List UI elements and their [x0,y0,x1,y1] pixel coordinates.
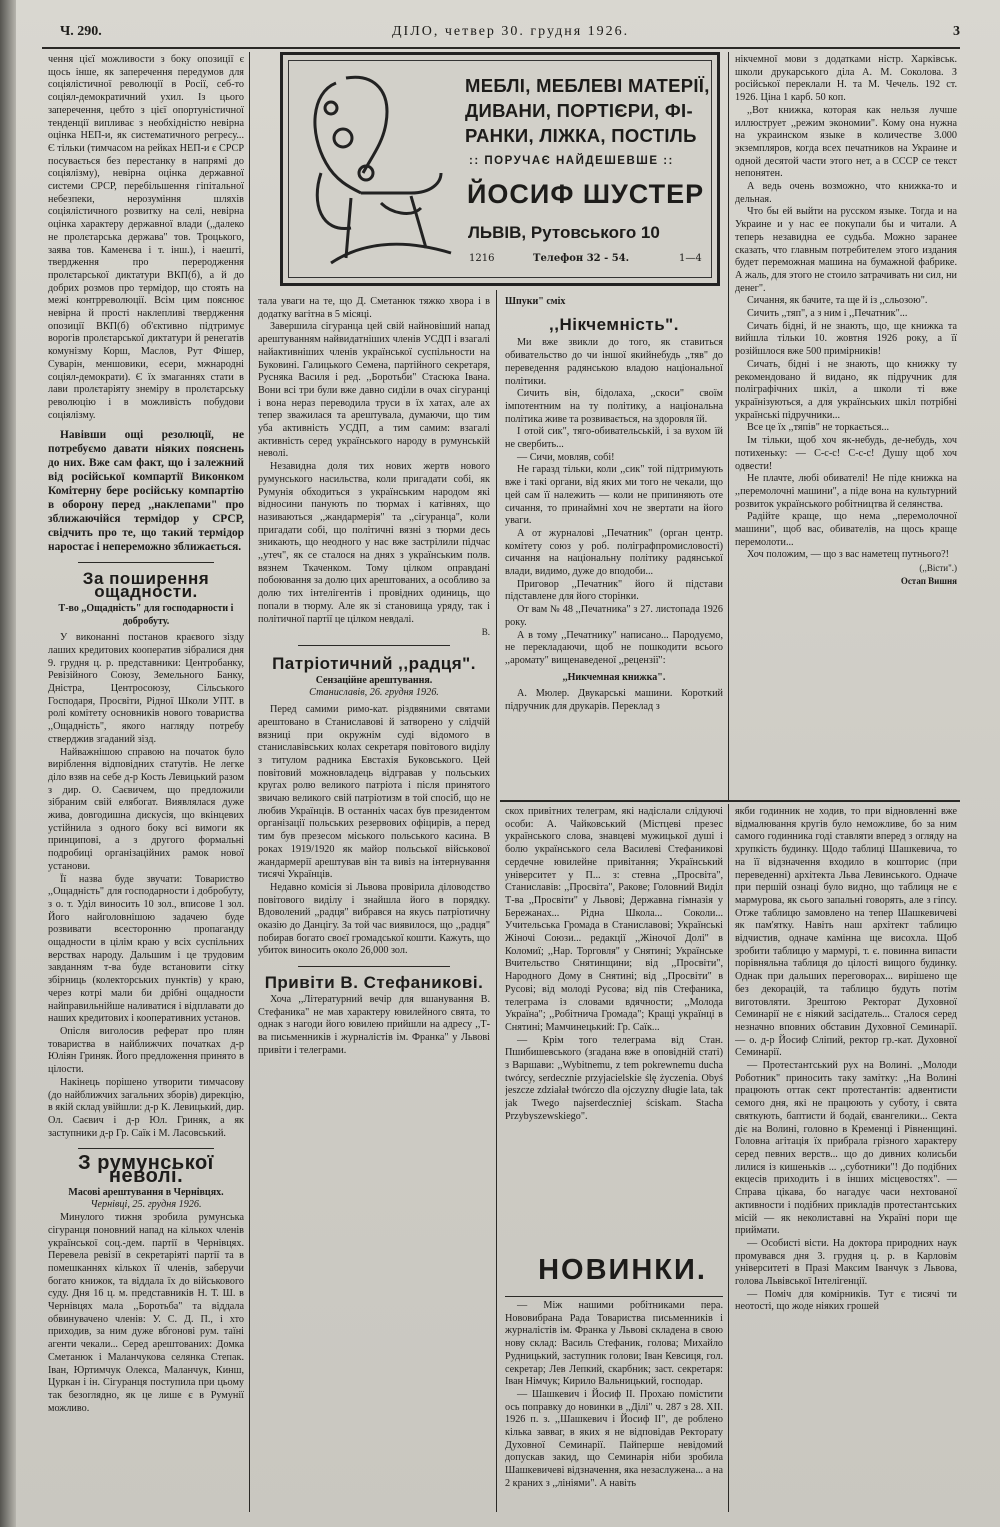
article-text: А ведь очень возможно, что книжка-то и дельная. [735,181,957,205]
article-text: Сичить він, бідолаха, ,,скоси" своїм імпотентним на ту політику, а національна політика живе та розвивається, на здоровля їй. [505,388,723,425]
article-text: — Крім того телеграма від Стан. Пшибишевського (згадана вже в оповідній статі) з Варшави: ,,Wybitnemu, z tem pokrewnemu ducha twórcy, serdecznie przyjacielskie ślę życzenia. Obyś jeszcze zdziałał twórczo dla ojczyzny długie lata, tak jak Twego najserdeczniej ściskam. Stacha Przybyszewskiego". [505,1034,723,1122]
article-text: Хоча ,,Літературний вечір для вшанування В. Стефаника" не мав характеру ювилейного свята, то однак з нагоди його ювилею прийшли на адресу ,,Т-ва письменників і журналістів ім. Франка" у Львові привіти і телеграми. [258,993,490,1056]
article-text: — Сичи, мовляв, собі! [517,451,615,463]
masthead-title: ДІЛО, четвер 30. грудня 1926. [392,24,630,39]
article-text: Перед самими римо-кат. різдвяними святами арештовано в Станиславові й затворено у слідчій вязниці при окружнім суді відомого в станиславівських колах секретаря повітового виділу з титулом радника Евстахія Буковського. Цей повітовий можновладець відгравав у польських кругах ролю великого патріота і після принятого звичаю великого свій патріотизм в той спосіб, що не любив Українців. В останніх часах був президентом організації польських резервових офіцирів, а перед тим був презесом міського польського касина. В роках 1919/1920 як майор польської військової жандармерії арештував він та вивіз на інтернування тисячі Українців. [258,704,490,881]
article-signature: В. [481,627,490,638]
article-text: Не плачте, любі обивателі! Не піде книжка на ,,перемолочні машини", а піде вона на культурний розвиток українського робітництва й селянства. [735,473,957,510]
article-text: Что бы ей выйти на русском языке. Тогда и на Украине и у нас ее покупали бы и читали. А теперь незавидна ее судьба. Можно заранее сказать, что главным потребителем этого издания будет переможная машина на бумажной фабрике. А жаль, для этого не стоило затрачивать ни сил, ни денег". [735,206,957,294]
article-text: Навівши ощі резолюції, не потребуємо давати ніяких пояснень до них. Вже сам факт, що і залежний від російської компартії Виконком Комітерну бере російську компартію в оборону перед ,,наклепами" про зближаючійся термідор у СРСР, свідчить про те, що такий термідор наростає і непереможно зближається. [48,429,244,554]
ad-line-2: ДИВАНИ, ПОРТІЄРИ, ФІ- [465,100,693,121]
article-text: ,,Вот книжка, которая как нельзя лучше иллюструет ,,режим экономии". Кому она нужна на украинском языке в количестве 3.000 экземпляров, когда всех печатников на Украине и одной десятой части этого нет, а в СССР се текст непонятен. [735,104,957,180]
column-5-bottom [505,1300,723,1512]
column-divider [728,804,729,1512]
article-text: Недавно комісія зі Львова провірила діловодство повітового виділу і знайшла його в порядку. Вдоволений ,,радця" вибрався на якусь патріотичну оказію до Данцігу. За той час виявилося, що ,,радця" побирав богато своєї громадської кошти. Кажуть, що убиток виносить около 26,000 зол. [258,881,490,957]
ad-address: ЛЬВІВ, Рутовського 10 [468,223,660,242]
ad-phone: Телефон 32 - 54. [533,253,630,264]
column-2 [258,296,490,1514]
issue-number: Ч. 290. [60,24,102,39]
article-text: скох привітних телеграм, які надіслали слідуючі особи: А. Чайковський (Містцеві презес українського слова, знавцеві мужицької душі і болю українського села Василеві Стефаникові сердечне ювилейне привітання; Український університет у П... з: стевна ,,Просвіта", Станиславів: ,,Просвіта", Ракове; Головний Виділ Т-ва ,,Просвіти" у Львові; Державна гімназія у Бережанах... Рідна Школа... Соколи... Учительська Громада в Станиславові; Українські Жіночі Союзи... редакції ,,Жіночої Долі" в Коломиї; ,,Нар. Торговля" у Снятині; Українське Вчительство Снятинщини; від ,,Просвіти", Народного Дому в Снятині; від ,,Просвіти" в Русові; від молоді Русова; від пів Стефаника, телеграма із словами вдячности; ,,Молода Україна"; ,,Робітнича Громада"; Кращі українці в Снятині; Мамчинецький: Гр. Саїк... [505,806,723,1033]
article-text: Все це їх ,,тяпів" не торкається... [747,422,890,434]
article-heading: ,,Нікчемність". [549,314,679,334]
section-label: Шпуки" сміх [505,296,566,307]
separator [78,1148,214,1149]
news-section-heading: НОВИНКИ. [538,1254,707,1286]
separator [298,966,450,967]
article-text: Найважнішою справою на початок було виріблення відповідних статутів. Не легке діло взяв на себе д-р Кость Левицький разом з дир. О. Саєвичем, що предложили зібраним свій елябогат. Виявлялася дуже жива, довгодишна дискусія, що вкінцевих устійнила з одного боку всі вимоги як принципові, а з другого формальні подробиці організаційних рамок нової установи. [48,746,244,872]
article-text: Сичить ,,тяп", а з ним і ,,Печатник"... [747,308,908,320]
article-subheading: Т-во ,,Ощадність" для господарности і добробуту. [58,602,234,627]
page-header [60,24,960,46]
article-text: Її назва буде звучати: Товариство ,,Ощадність" для господарности і добробуту, з о. т. Уділ виносить 10 зол., вписове 1 зол. Його найголовнішою задачею буде розвивати всесторонню пропаганду ощадности в цілім краю у всіх суспільних верствах народу. Дальшим і це трудовим завданням т-ва буде встановити сітку збірниць (колекторських пунктів) у краю, через котрі мали би дрібні ощадности найправильнійше наливатися і відплавати до наших кредитових і кооперативних установ. [48,873,244,1025]
article-text: А в тому ,,Печатнику" написано... Пародуємо, не перекладаючи, щоб не пошкодити всього ,,аромату" вищенаведеної ,,рецензії": [505,629,723,666]
ad-merchant-name: ЙОСИФ ШУСТЕР [467,179,705,209]
article-text: — Поміч для комірників. Тут є тисячі ти неотості, що жоде ніяких грошей [735,1288,957,1313]
article-text: Опісля виголосив реферат про плян товариства в найближчих початках д-р Юліян Гриняк. Його предложення принято в цілости. [48,1026,244,1076]
article-heading: За поширення ощадности. [82,569,210,602]
page-edge-shadow [0,0,16,1527]
article-text: Минулого тижня зробила румунська сігуранця поновний напад на кількох членів української соц.-дем. партії в Чернівцях. Перевела ревізії в секретаріяті партії та в помешканнях кількох її членів, заберучи богато книжок, та віддала їх до військового суду. Дня 16 ц. м. представників Н. Т. Ш. в Чернівцях мала ,,Боротьба" та віддала обвинувачено членів: У. С. Д. П., і хто приходив, за ним дуже вбгонові рум. таїні агенти чекали... Серед арештованих: Домка Сметанюк і Маланчукова селянка Степак. Іван, Юртимчук Олекса, Маланчук, Кинш, Цуркан і ін. Сігуранця поступила при цьому так безоглядно, як це лише є в Румунії можливо. [48,1212,244,1414]
article-author: Остап Вишня [900,575,957,586]
column-6 [735,806,957,1512]
article-text: — Особисті вісти. На доктора природних наук промувався дня 3. грудня ц. р. в Карловім університеті в Празі Максим Іванчук з Львова, голова Львівської Інтелігенції. [735,1237,957,1288]
ad-code: 1216 [469,253,495,264]
article-heading: Патріотичний ,,радця". [272,653,476,673]
article-text: Незавидна доля тих нових жертв нового румунського насильства, коли пригадати собі, як Румунія обходиться з українським народом які відносини панують по тюрмах і катівнях, що називаються ,,жандармерія" та ,,сігуранца", коли пригадати собі, що політичні вязні з тюрми десь зникають, що неодного у нас вже застрілили підчас ,,утеч", як се сталося на днях з українським полв. вязнем Ткаченком. Тому цілком оправдані побоювання за долю цих арештованих, а особливо за долю тих інтелігентів і провідних одиниць, що попали в тюрму. Але як зі становища уряду, так і політичної партії це цілком невдалі. [258,461,490,625]
column-divider [728,52,729,800]
article-text: Ми вже звикли до того, як ставиться обивательство до чи іншої якийнебудь ,,тяв" до переведення радянською владою національної політики. [505,337,723,387]
article-dateline: Чернівці, 25. грудня 1926. [90,1199,202,1211]
section-rule [500,800,960,802]
article-text: Приговор ,,Печатник" його й підстави підставлене для його сторінки. [505,578,723,603]
ad-line-3: РАНКИ, ЛІЖКА, ПОСТІЛЬ [465,125,697,146]
article-text: тала уваги на те, що Д. Сметанюк тяжко хвора і в додатку вагітна в 5 місяці. [258,296,490,320]
article-text: Сичать бідні, й не знають, що, ще книжка та вийшла тільки 10. жовтня 1926 року, а її розійшлося вже 500 примірників! [735,320,957,358]
column-3 [505,296,723,798]
rocking-chair-illustration [291,63,461,283]
article-text: Завершила сігуранца цей свій найновіший напад арештуванням найвидатніших членів УСДП і взагалі найактивніших членів української суспільности на Буковині. Галицького Семена, партійного секретаря, Русняка Василя і ред. ,,Боротьби" Стасюка Івана. Вони всі три були вже давно сиділи в очах сігуранці і вона нераз переводила труси в їх хатах, але ах тепер зважилася та арештувала, думаючи, що тим уба активність УСДП, а тим самим: взагалі активність серед українського народу в румунській неволі. [258,321,490,460]
article-text: От вам № 48 ,,Печатника" з 27. листопада 1926 року. [505,604,723,628]
article-text: Хоч положим, — що з вас наметещ путнього?! [747,549,950,561]
article-text: У виконанні постанов краєвого зізду лаших кредитових кооператив зібралися дня 9. грудня ц. р. представники: Центробанку, Ревізійного Союзу, Земельного Банку, Дністра, Центросоюзу, Сільського Господаря, Просвіти, Рідної Школи УПТ. в ролі комітету основників нового товариства ,,Ощадність", якого нагляду потребу стверджив згаданий зізд. [48,632,244,745]
header-rule [42,47,960,49]
article-text: нікчемної мови з додатками ністр. Харківськ. школи друкарського ділa A. M. Соколова. З російської переклали Н. та М. Чечель. 192 ст. 1926. Ціна 1 карб. 50 коп. [735,54,957,104]
article-heading: З румунської неволі. [78,1152,214,1188]
ad-offer: :: ПОРУЧАЄ НАЙДЕШЕВШЕ :: [469,155,674,167]
article-text: якби годинник не ходив, то при відновленні вже відмалювання кругів було неможливе, бо за ним самого годинника годі ставляти вперед з огляду на хрупкість будинку. Щодо таблиці Шашкевича, то на її відзначення входило в кошторис (при переведенні) архітекта Льва Левинського. Одначе при першій ознаці було видно, що таблиця не є мармурова, як сього запальні говорять, але з гіпсу. Отже таблицю замовлено на тепер Шашкевичеві як пам'ятку. Навіть наш архітект таблицю відчистив, одначе камінна ще висохла. Щоб зробити таблицю у мармурі, т. є. повинна випасти порівняльна таблиця до цілості вищого будинку. Однак при дальших переговорах... вирішено ще без декорацій, та таблицю будуть потім виготовляти. Зрештою Ректорат Духовної Семинарії не є ніякий засідатель... Сталося серед незначно вповних обставин Духовної Семинарії. — о. д-р Йосиф Сліпий, ректор гр.-кат. Духовної Семинарії. [735,806,957,1059]
article-text: А от журналові ,,Печатник" (орган центр. комітету союз у роб. поліграфпромисловості) сичання на національну політику радянської влади, видимо, дуже до вподоби... [505,527,723,578]
article-subheading: Сензаційне арештування. [315,674,433,686]
article-subheading: ,,Никчемная книжка". [562,671,666,683]
article-text: А. Мюлер. Двукарські машини. Короткий підручник для друкарів. Переклад з [505,688,723,713]
column-1 [48,54,244,1514]
separator [298,645,450,646]
column-divider [496,290,497,1512]
ad-line-1: МЕБЛІ, МЕБЛЕВІ МАТЕРІЇ, [465,75,710,96]
page-number: 3 [953,24,960,39]
article-subheading: Масові арештування в Чернівцях. [68,1186,224,1198]
article-heading: Привіти В. Стефаникові. [264,973,484,993]
column-4 [735,54,957,799]
column-divider [249,52,250,1512]
article-dateline: Станиславів, 26. грудня 1926. [309,687,439,699]
article-source: (,,Вісти".) [919,563,957,574]
article-text: Накінець порішено утворити тимчасову (до найближчих загальних зборів) дирекцію, в якій склад увійшли: д-р К. Левицький, дир. Ол. Саєвич і д-р Юл. Гриняк, а як заступники д-р Гр. Саїк і М. Ласовський. [48,1076,244,1139]
article-text: Ім тільки, щоб хоч як-небудь, де-небудь, хоч потихеньку: — С-с-с! С-с-с! Душу щоб хоч одвести! [735,435,957,472]
article-text: І отой сик", тяго-обивательській, і за вухом їй не свербить... [505,426,723,451]
article-text: Сичать, бідні і не знають, що книжку ту рекомендовано й видано, як підручник для поліграфічних шкіл, а школи ті вже українізуються, а для українських шкіл потрібні українські підручники... [735,358,957,421]
article-text: Не гаразд тільки, коли ,,сик" той підтримують вже і такі органи, від яких ми того не чекали, що цей сам її належить — коли не припиняють оте сичання, то принаймні хоч не звертати на його уваги. [505,464,723,527]
article-text: Радійте краще, що нема ,,перемолочної машини", щоб вас, обивателів, на щось краще перемолоти... [735,511,957,548]
article-text: Сичання, як бачите, та ще й із ,,сльозою". [747,295,928,307]
article-text: — Між нашими робітниками пера. Нововибрана Рада Товариства письменників і журналістів ім. Франка у Львові складена в свою нову склад: Василь Стефаник, голова; Михайло Рудницький, заступник голови; Іван Кевсиця, гол. секретар; Лев Лепкий, скарбник; заст. секретаря: Іван Німчук; Кирило Вальницький, господар. [505,1300,723,1388]
article-text: — Протестантський рух на Волині. ,,Молоди Роботник" приносить таку замітку: ,,На Волині працюють оттак сект протестантів: адвентисти семого дня, які не працюють у суботу, і свята святкують, баптисти й бодай, євангелики... Секта діє на Волині, головно в Кременці і Рівненщині. Головна агітація їх прибрала грізного характеру серед певних верств... що до дивних колисьби лилися із кишеньків ... ,,суботники"! До подібних екцесів приходить і в інших місцевостях". — Справа цікава, бо нагадує часи нехтованої активности і подібних прикладів протестантських місій — як неколиставні на Україні пори ще приймати. [735,1060,957,1237]
article-text: чення цієї можливости з боку опозиції є щось інше, як заперечення передумов для соціялістичної революції в Росії, себ-то соціял-демократичний ухил. Із цього заперечення, цебто з цієї опортуністичної тенденції випливає з необхідністю невірна оцінка НЕП-и, як систематичного регресу... Є тільки (тимчасом на рейках НЕП-и є СРСР посувається без перестанку в напрямі до соціялізму), невірна оцінка державної системи СРСР, перебільшення гіпітальної небезпеки, нерозуміння шляхів соціялістичного розвитку на селі, невірна оцінка характеру державної влади (,,далеко не пролєтарська держава" тов. Троцького, заява тов. Каменєва і т. інш.), і наешті, твердження про переродження пролєтарської диктатури ВКП(б), а й до добрих розмов про термідор, що стоять на межі контрреволюції. Всім цим пояснює невірна й прості наклепливі твердження опозиції ВКП(б) об'єктивно підтримує ворогів пролєтарської диктатури й ренегатів комунізму Корш, Маслов, Рут Фішер, Суварін, меншовики, есери, мжнародні соціял-демократи). Є їх змаганнях стати в лави пролєтаріяту знеміру в пролєтарську революцію і в можливість побудови соціялізму. [48,54,244,421]
column-5-top [505,806,723,1251]
ad-series: 1—4 [679,253,702,264]
article-text: — Шашкевич і Йосиф II. Прохаю помістити ось поправку до новинки в ,,Ділі" ч. 287 з 28. XII. 1926 п. з. ,,Шашкевич і Йосиф II", де роблено кілька завваг, в яких я не відповідав Ректорату Духовної Семинарії. Пайперше невідомий допускав закид, що Семинарія ніби зробила Шашкевичеві відзначення, яка незаслужена... а на 2 краних з ,,лініями". А навіть [505,1388,723,1489]
separator [505,1296,723,1297]
separator [78,562,214,563]
furniture-advertisement [280,52,720,286]
